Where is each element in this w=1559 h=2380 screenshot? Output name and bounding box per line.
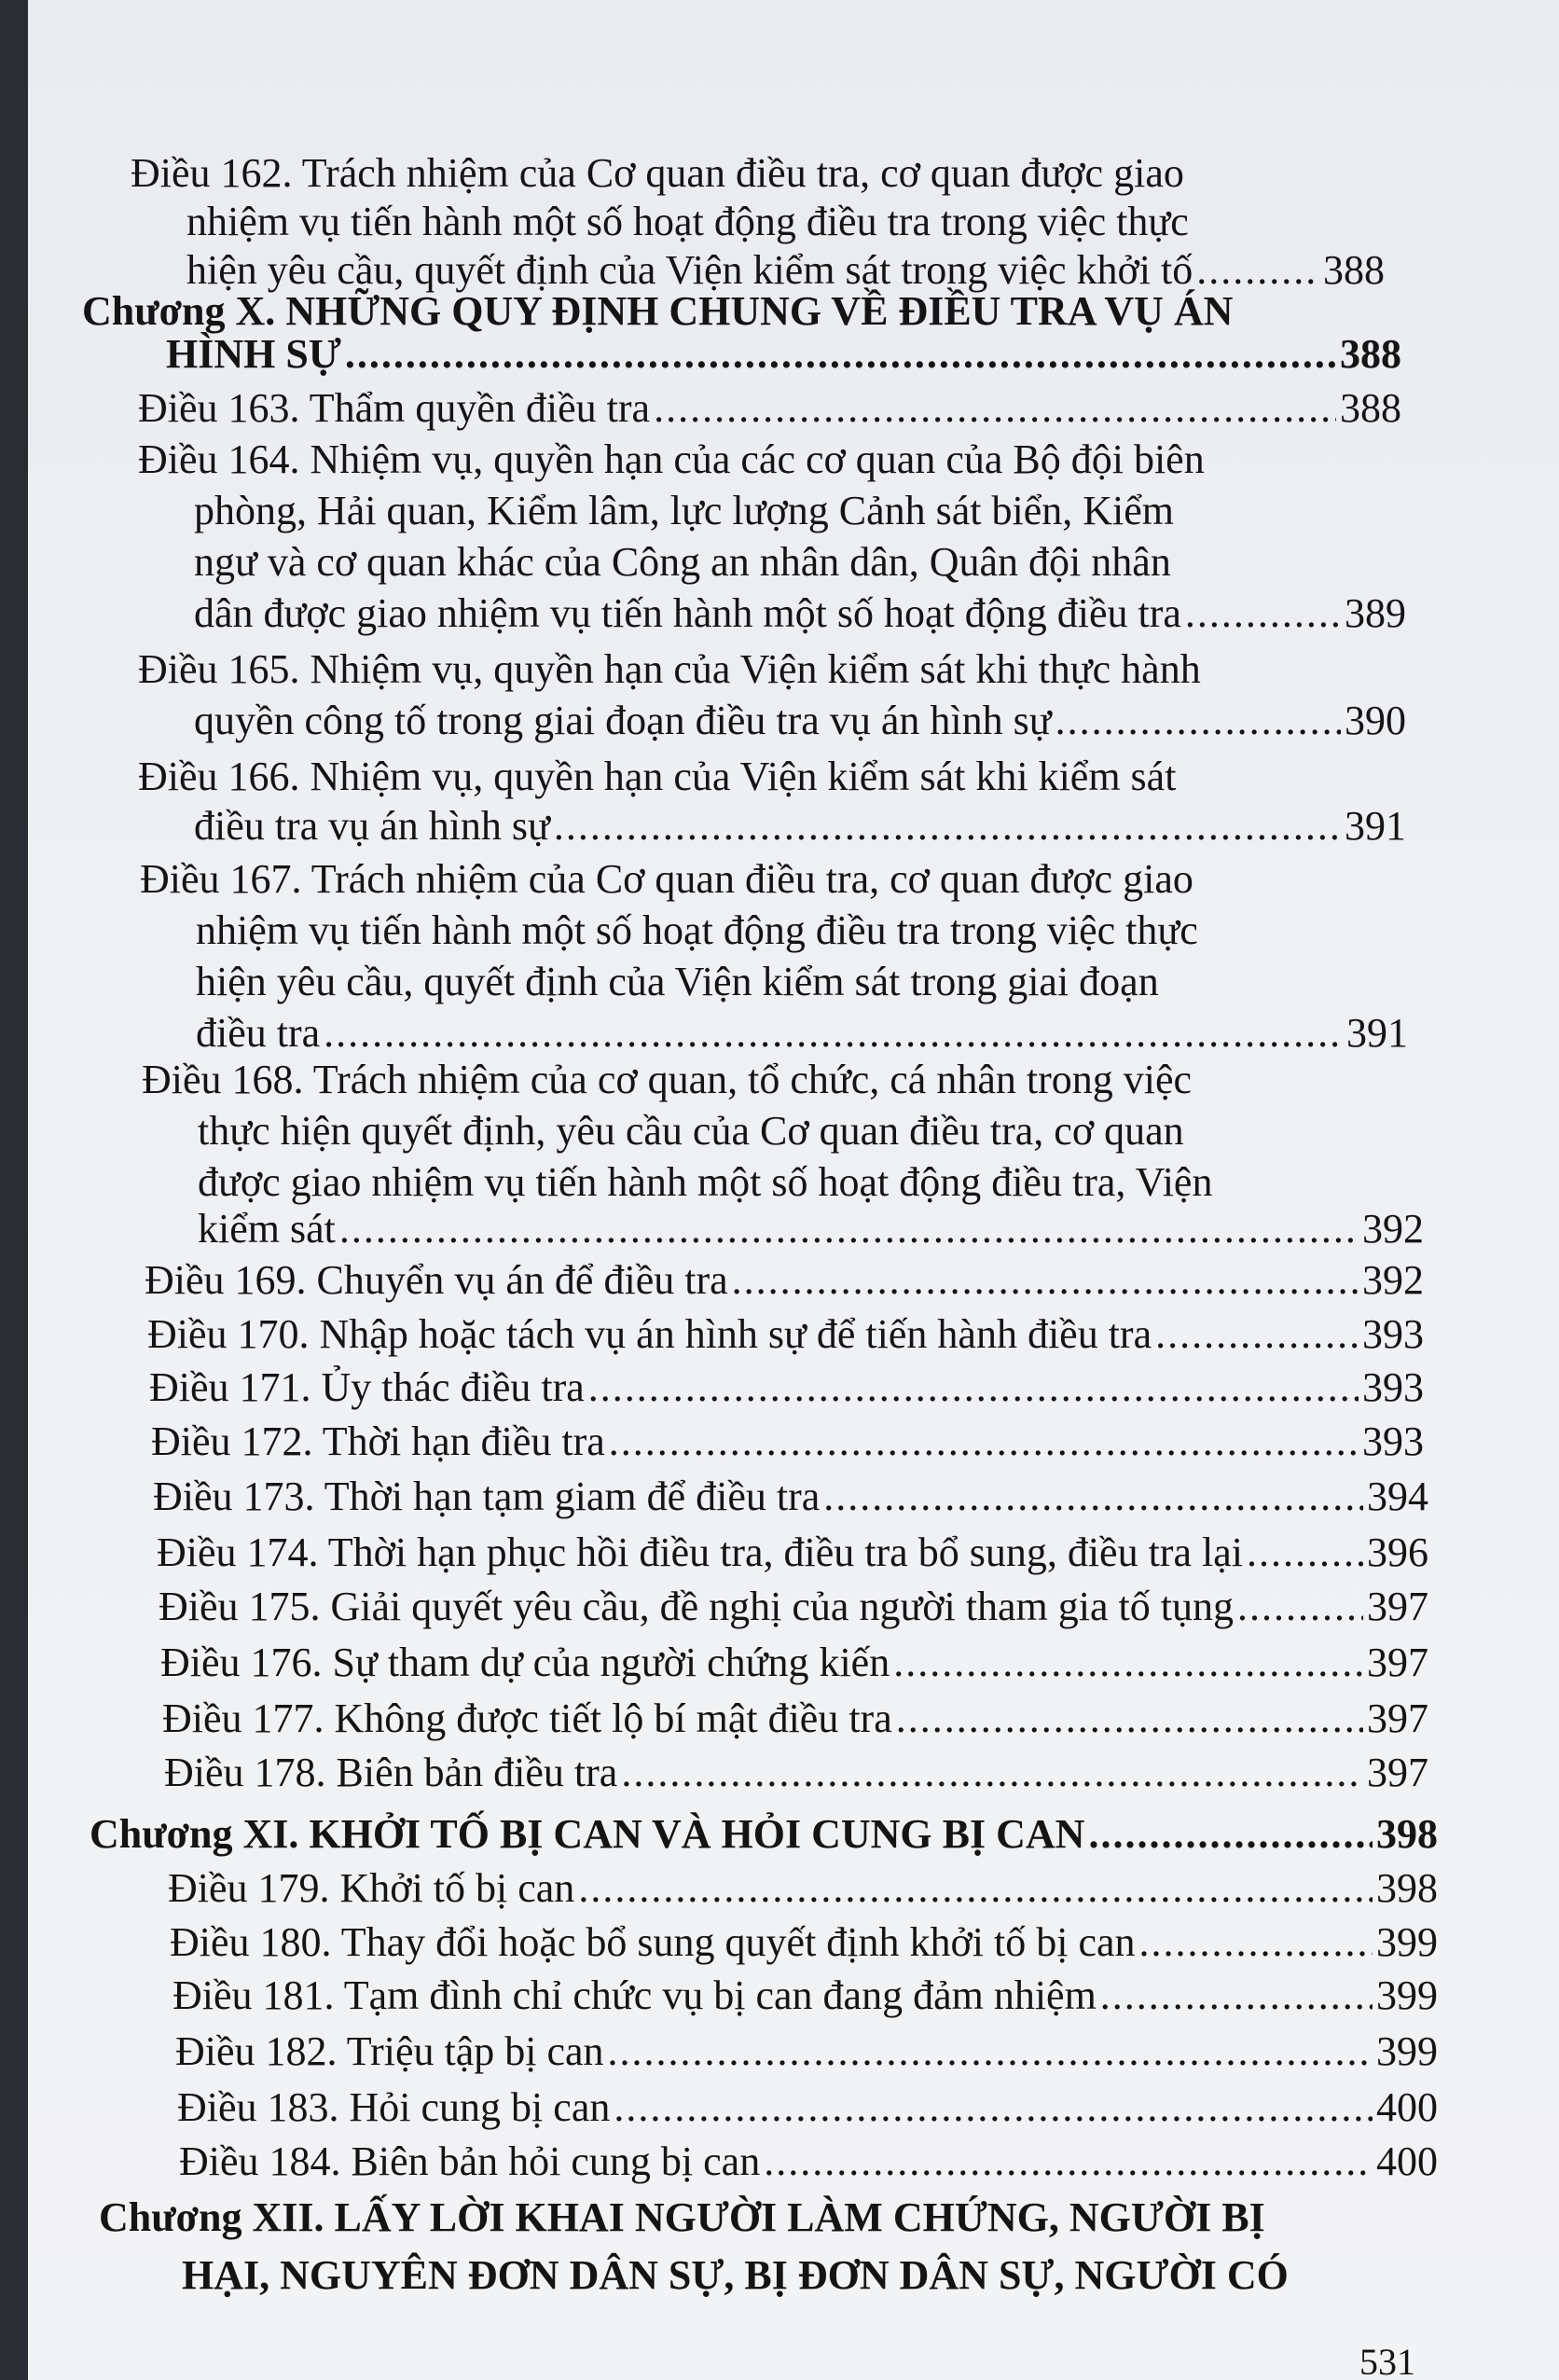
toc-page-number: 390 (1345, 698, 1406, 743)
toc-chapter[interactable] (90, 1808, 1438, 1861)
toc-entry-title: kiểm sát (198, 1206, 336, 1252)
toc-entry-title: Điều 172. Thời hạn điều tra (151, 1418, 605, 1464)
toc-entry-title: Điều 170. Nhập hoặc tách vụ án hình sự để tiến hành điều tra (147, 1311, 1152, 1357)
dot-leader (732, 1254, 1359, 1307)
toc-entry-title: Điều 178. Biên bản điều tra (164, 1750, 618, 1795)
toc-page-number: 397 (1367, 1584, 1428, 1629)
toc-page-number: 388 (1340, 331, 1401, 377)
toc-entry-line: Điều 162. Trách nhiệm của Cơ quan điều tra, cơ quan được giao (131, 150, 1184, 196)
dot-leader (1247, 1527, 1363, 1579)
toc-page-number: 396 (1367, 1529, 1428, 1575)
toc-page-number: 397 (1367, 1640, 1428, 1685)
dot-leader (1155, 1308, 1359, 1361)
dot-leader (339, 1203, 1359, 1255)
dot-leader (1237, 1581, 1363, 1633)
toc-page-number: 393 (1362, 1364, 1424, 1410)
dot-leader (588, 1362, 1359, 1414)
dot-leader (1100, 1970, 1373, 2022)
toc-entry-title: Điều 177. Không được tiết lộ bí mật điều tra (162, 1695, 892, 1741)
chapter-title: Chương XI. KHỞI TỐ BỊ CAN VÀ HỎI CUNG BỊ CAN (90, 1811, 1085, 1857)
toc-entry[interactable] (172, 1970, 1438, 2022)
dot-leader (578, 1862, 1373, 1915)
toc-page-number: 388 (1323, 247, 1385, 293)
toc-entry[interactable] (194, 695, 1406, 747)
toc-page-number: 391 (1346, 1010, 1408, 1056)
toc-entry[interactable] (196, 1007, 1408, 1059)
toc-entry-title: Điều 171. Ủy thác điều tra (149, 1364, 585, 1410)
toc-entry[interactable] (177, 2082, 1438, 2134)
toc-entry[interactable] (147, 1308, 1424, 1361)
toc-entry[interactable] (164, 1747, 1428, 1799)
toc-page-number: 391 (1345, 803, 1406, 849)
page-number: 531 (1359, 2341, 1415, 2380)
dot-leader (614, 2082, 1373, 2134)
toc-page-number: 393 (1362, 1418, 1424, 1464)
toc-entry-title: Điều 175. Giải quyết yêu cầu, đề nghị của người tham gia tố tụng (159, 1584, 1234, 1629)
dot-leader (896, 1693, 1363, 1745)
toc-entry-title: Điều 174. Thời hạn phục hồi điều tra, điều tra bổ sung, điều tra lại (157, 1529, 1243, 1575)
toc-entry-title: Điều 180. Thay đổi hoặc bổ sung quyết định khởi tố bị can (170, 1919, 1136, 1965)
toc-entry-title: dân được giao nhiệm vụ tiến hành một số hoạt động điều tra (194, 590, 1181, 636)
toc-entry-line: hiện yêu cầu, quyết định của Viện kiểm sát trong giai đoạn (196, 959, 1159, 1004)
toc-entry-line: Điều 166. Nhiệm vụ, quyền hạn của Viện kiểm sát khi kiểm sát (138, 754, 1177, 799)
toc-page-number: 392 (1362, 1257, 1424, 1303)
toc-entry[interactable] (194, 800, 1406, 852)
toc-entry-line: thực hiện quyết định, yêu cầu của Cơ quan điều tra, cơ quan (198, 1108, 1184, 1154)
dot-leader (823, 1471, 1363, 1523)
toc-entry-line: nhiệm vụ tiến hành một số hoạt động điều tra trong việc thực (196, 907, 1198, 953)
toc-entry-title: Điều 182. Triệu tập bị can (175, 2028, 604, 2074)
dot-leader (609, 1416, 1359, 1468)
toc-entry[interactable] (153, 1471, 1428, 1523)
toc-page-number: 399 (1376, 1972, 1438, 2018)
toc-entry-title: điều tra (196, 1010, 321, 1056)
toc-entry[interactable] (151, 1416, 1424, 1468)
toc-page-number: 399 (1376, 1919, 1438, 1965)
toc-entry-line: Điều 168. Trách nhiệm của cơ quan, tổ chức, cá nhân trong việc (142, 1057, 1193, 1102)
toc-page-number: 400 (1376, 2138, 1438, 2184)
toc-entry-line: Điều 167. Trách nhiệm của Cơ quan điều tra, cơ quan được giao (140, 856, 1193, 902)
toc-entry-line: ngư và cơ quan khác của Công an nhân dân, Quân đội nhân (194, 539, 1171, 585)
toc-entry-title: Điều 181. Tạm đình chỉ chức vụ bị can đang đảm nhiệm (172, 1972, 1097, 2018)
toc-entry[interactable] (145, 1254, 1424, 1307)
dot-leader (893, 1637, 1363, 1689)
toc-entry[interactable] (170, 1916, 1438, 1969)
toc-page-number: 400 (1376, 2084, 1438, 2130)
toc-page-number: 398 (1376, 1865, 1438, 1911)
dot-leader (621, 1747, 1363, 1799)
dot-leader (345, 328, 1336, 381)
dot-leader (1185, 588, 1341, 640)
toc-chapter[interactable] (166, 328, 1401, 381)
chapter-title: HÌNH SỰ (166, 331, 341, 377)
dot-leader (608, 2026, 1373, 2078)
toc-entry-line: nhiệm vụ tiến hành một số hoạt động điều tra trong việc thực (186, 199, 1189, 244)
toc-entry-title: Điều 176. Sự tham dự của người chứng kiến (160, 1640, 890, 1685)
toc-entry[interactable] (160, 1637, 1428, 1689)
toc-page-number: 397 (1367, 1695, 1428, 1741)
toc-entry-title: Điều 169. Chuyển vụ án để điều tra (145, 1257, 728, 1303)
toc-entry-line: Điều 165. Nhiệm vụ, quyền hạn của Viện kiểm sát khi thực hành (138, 646, 1201, 692)
toc-page-number: 392 (1362, 1206, 1424, 1252)
toc-entry-title: Điều 183. Hỏi cung bị can (177, 2084, 611, 2130)
chapter-heading-line: Chương XII. LẤY LỜI KHAI NGƯỜI LÀM CHỨNG, NGƯỜI BỊ (99, 2194, 1265, 2240)
toc-entry[interactable] (157, 1527, 1428, 1579)
toc-entry-title: Điều 173. Thời hạn tạm giam để điều tra (153, 1474, 821, 1519)
dot-leader (654, 382, 1336, 435)
chapter-heading-line: HẠI, NGUYÊN ĐƠN DÂN SỰ, BỊ ĐƠN DÂN SỰ, NGƯỜI CÓ (182, 2252, 1289, 2298)
toc-entry-title: Điều 179. Khởi tố bị can (168, 1865, 575, 1911)
toc-page-number: 398 (1376, 1811, 1438, 1857)
toc-page-number: 394 (1367, 1474, 1428, 1519)
dot-leader (1139, 1916, 1373, 1969)
toc-entry[interactable] (138, 382, 1401, 435)
toc-page-number: 389 (1345, 590, 1406, 636)
toc-entry-title: quyền công tố trong giai đoạn điều tra vụ án hình sự (194, 698, 1052, 743)
toc-entry-title: hiện yêu cầu, quyết định của Viện kiểm sát trong việc khởi tố (186, 247, 1193, 293)
dot-leader (554, 800, 1341, 852)
toc-entry[interactable] (149, 1362, 1424, 1414)
toc-entry-title: Điều 163. Thẩm quyền điều tra (138, 385, 651, 431)
dot-leader (324, 1007, 1343, 1059)
toc-page-number: 397 (1367, 1750, 1428, 1795)
toc-entry[interactable] (162, 1693, 1428, 1745)
toc-entry-title: Điều 184. Biên bản hỏi cung bị can (179, 2138, 761, 2184)
chapter-heading-line: Chương X. NHỮNG QUY ĐỊNH CHUNG VỀ ĐIỀU TRA VỤ ÁN (82, 288, 1234, 334)
dot-leader (1055, 695, 1341, 747)
book-page (28, 0, 1559, 2380)
toc-entry[interactable] (179, 2136, 1438, 2188)
toc-page-number: 388 (1340, 385, 1401, 431)
toc-entry-title: điều tra vụ án hình sự (194, 803, 550, 849)
toc-entry-line: Điều 164. Nhiệm vụ, quyền hạn của các cơ quan của Bộ đội biên (138, 436, 1205, 482)
toc-entry[interactable] (168, 1862, 1438, 1915)
toc-entry[interactable] (198, 1203, 1424, 1255)
toc-entry-line: được giao nhiệm vụ tiến hành một số hoạt động điều tra, Viện (198, 1159, 1213, 1205)
toc-entry[interactable] (159, 1581, 1428, 1633)
dot-leader (1088, 1808, 1373, 1861)
toc-page-number: 399 (1376, 2028, 1438, 2074)
toc-entry[interactable] (175, 2026, 1438, 2078)
toc-page-number: 393 (1362, 1311, 1424, 1357)
dot-leader (764, 2136, 1373, 2188)
toc-entry-line: phòng, Hải quan, Kiểm lâm, lực lượng Cảnh sát biển, Kiểm (194, 488, 1174, 533)
toc-entry[interactable] (194, 588, 1406, 640)
